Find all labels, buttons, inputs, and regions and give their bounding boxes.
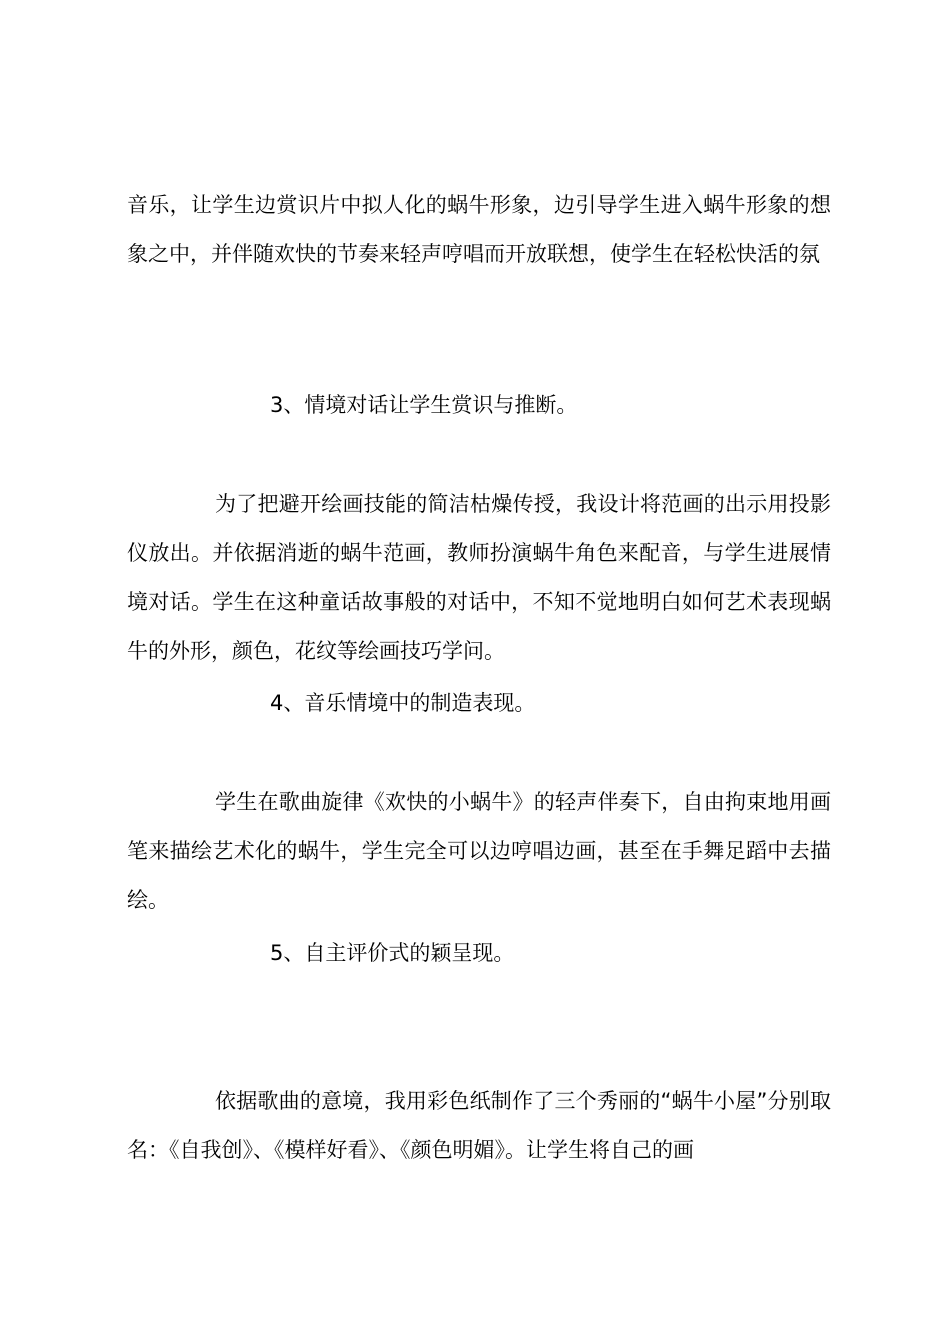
section-heading-4: 4、音乐情境中的制造表现。 bbox=[270, 691, 536, 715]
section-heading-5: 5、自主评价式的颖呈现。 bbox=[270, 941, 515, 965]
paragraph-music-creation: 学生在歌曲旋律《欢快的小蜗牛》的轻声伴奏下，自由拘束地用画笔来描绘艺术化的蜗牛，学生完全可以边哼唱边画，甚至在手舞足蹈中去描绘。 bbox=[127, 790, 831, 912]
section-heading-3: 3、情境对话让学生赏识与推断。 bbox=[270, 393, 578, 417]
paragraph-situational-dialogue: 为了把避开绘画技能的简洁枯燥传授，我设计将范画的出示用投影仪放出。并依据消逝的蜗牛范画，教师扮演蜗牛角色来配音，与学生进展情境对话。学生在这种童话故事般的对话中，不知不觉地明白如何艺术表现蜗牛的外形，颜色，花纹等绘画技巧学问。 bbox=[127, 492, 831, 663]
paragraph-self-evaluation: 依据歌曲的意境，我用彩色纸制作了三个秀丽的“蜗牛小屋”分别取名：《自我创》、《模样好看》、《颜色明媚》。让学生将自己的画 bbox=[127, 1089, 831, 1162]
paragraph-intro-continuation: 音乐，让学生边赏识片中拟人化的蜗牛形象，边引导学生进入蜗牛形象的想象之中，并伴随欢快的节奏来轻声哼唱而开放联想，使学生在轻松快活的氛 bbox=[127, 193, 831, 266]
